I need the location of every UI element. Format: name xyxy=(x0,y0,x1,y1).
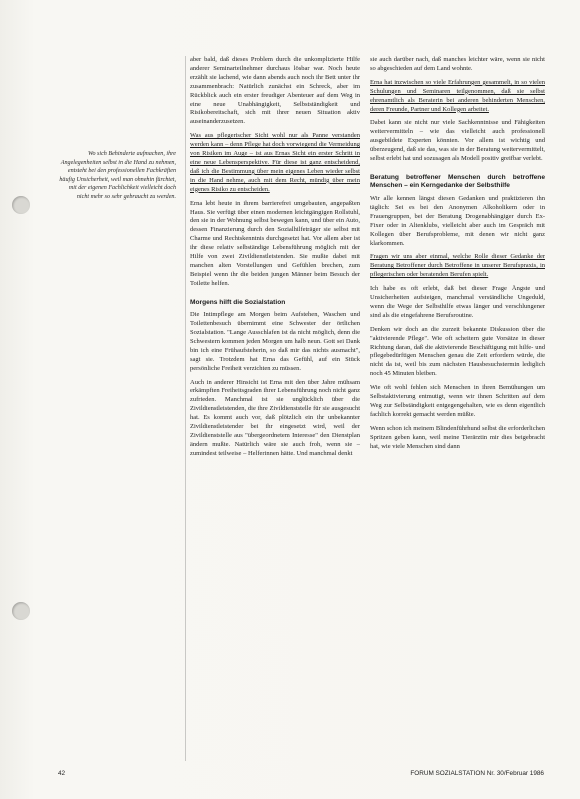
paragraph: Auch in anderer Hinsicht ist Erna mit den über Jahre mühsam erkämpften Freiheitsgraden ihrer Lebensführung noch nicht ganz zufrieden. Manchmal ist sie unglücklich über die Zivildienstleistenden, die ihre Zivildienststelle für sie ausgesucht hat. Es kommt auch vor, daß plötzlich ein ihr unbekannter Zivildienstleistender bei ihr eingesetzt wird, weil der Zivildienststelle aus "übergeordnetem Interesse" den Dienstplan ändern mußte. Natürlich wäre sie auch froh, wenn sie – zumindest teilweise – Helferinnen hätte. Und manchmal denkt xyxy=(190,378,360,457)
punch-hole-top xyxy=(12,196,30,214)
paragraph: Wie oft wohl fehlen sich Menschen in ihren Bemühungen um Selbstaktivierung entmutigt, wenn wir ihnen Schritten auf dem Weg zur Selbständigkeit entgegengehalten, wie es denn eigentlich fachlich korrekt gemacht werden müßte. xyxy=(370,384,545,418)
highlighted-paragraph: Was aus pflegerischer Sicht wohl nur als Panne verstanden werden kann – denn Pflege hat doch vorwiegend die Vermeidung von Risiken im Auge – ist aus Ernas Sicht ein erster Schritt in eine neue Lebensperspektive. Für diese ist ganz entscheidend, daß ich die Bestimmung über mein eigenes Leben wieder selbst in die Hand nehme, auch mit dem Recht, mündig über mein eigenes Risiko zu entscheiden. xyxy=(190,132,360,193)
punch-hole-bottom xyxy=(12,602,30,620)
paragraph: aber bald, daß dieses Problem durch die unkomplizierte Hilfe anderer Seminarteilnehmer durchaus lösbar war. Noch heute erzählt sie lachend, wie dann abends auch noch ihr Bett unter ihr zusammenbrach: Natürlich zunächst ein Schreck, aber im Rückblick auch ein erster freudiger Abenteuer auf dem Weg in eine neue Unabhängigkeit, Selbstständigkeit und Risikobereitschaft, sich mit ihrer neuen Situation aktiv auseinanderzusetzen. xyxy=(190,56,360,126)
journal-footer: FORUM SOZIALSTATION Nr. 30/Februar 1986 xyxy=(410,770,544,777)
paragraph: Dabei kann sie nicht nur viele Sachkenntnisse und Fähigkeiten weitervermitteln – wie das vielleicht auch professionell ausgebildete Experten könnten. Vor allem ist wichtig und überzeugend, daß sie das, was sie in der Beratung weitervermittelt, selbst erlebt hat und sozusagen als Modell positiv greifbar verlebt. xyxy=(370,119,545,163)
paragraph: Wenn schon ich meinem Blindenführhund selbst die erforderlichen Spritzen geben kann, weil meine Tierärztin mir dies beigebracht hat, wie viele Menschen sind dann xyxy=(370,424,545,450)
highlighted-paragraph: Erna hat inzwischen so viele Erfahrungen gesammelt, in so vielen Schulungen und Seminaren teilgenommen, daß sie selbst ehrenamtlich als Beraterin bei anderen behinderten Menschen, deren Freunde, Partner und Kollegen arbeitet. xyxy=(370,78,545,113)
paragraph: Denken wir doch an die zurzeit bekannte Diskussion über die "aktivierende Pflege". Wie oft scheitern gute Vorsätze in dieser Richtung daran, daß die aktivierende Beschäftigung mit hilfe- und pflegebedürftigen Menschen genau die Zeit erfordern würde, die nicht da ist, weil bis zum nächsten Hausbesuchstermin lediglich noch 45 Minuten bleiben. xyxy=(370,325,545,378)
paragraph: Ich habe es oft erlebt, daß bei dieser Frage Ängste und Unsicherheiten aufsteigen, manchmal verständliche Ungeduld, wenn die Wege der Selbsthilfe etwas länger und verschlungener sind als die eingefahrene Berufsroutine. xyxy=(370,285,545,319)
paragraph: sie auch darüber nach, daß manches leichter wäre, wenn sie nicht so abgeschieden auf dem Land wohnte. xyxy=(370,56,545,72)
section-heading: Morgens hilft die Sozialstation xyxy=(190,298,286,306)
highlighted-paragraph: Fragen wir uns aber einmal, welche Rolle dieser Gedanke der Beratung Betroffener durch Betroffene in unserer Berufspraxis, in pflegerischen oder beratenden Berufen spielt. xyxy=(370,253,545,279)
section-heading: Beratung betroffener Menschen durch betroffene Menschen – ein Kerngedanke der Selbsthilfe xyxy=(370,173,545,190)
left-column xyxy=(190,56,360,761)
sidebar-quote: Wo sich Behinderte aufmachen, ihre Angelegenheiten selbst in die Hand zu nehmen, entsteht bei den professionellen Fachkräften häufig Unsicherheit, weil man ohnehin fürchtet, mit der eigenen Fachlichkeit vielleicht doch nicht mehr so sehr gebraucht zu werden. xyxy=(59,151,176,200)
paragraph: Die Intimpflege am Morgen beim Aufstehen, Waschen und Toilettenbesuch übernimmt eine Schwester der örtlichen Sozialstation. "Lange Ausschlafen ist da nicht möglich, denn die Schwestern kommen jeden Morgen um halb neun. Gott sei Dank bin ich eine Frühaufsteherin, so daß mir das nichts ausmacht", sagt sie. Trotzdem hat Erna das Gefühl, auf ein Stück persönliche Freiheit verzichten zu müssen. xyxy=(190,311,360,372)
right-column xyxy=(370,56,545,761)
column-divider xyxy=(185,56,186,761)
paragraph: Wir alle kennen längst diesen Gedanken und praktizieren ihn täglich: Sei es bei den Anonymen Alkoholikern oder in Frauengruppen, bei der Beratung Drogenabhängiger durch Ex-Fixer oder in Altenklubs, vielleicht aber auch im Gespräch mit Kollegen über Berufsprobleme, mit denen wir nicht ganz klarkommen. xyxy=(370,194,545,247)
paragraph: Erna lebt heute in ihrem barrierefrei umgebauten, angepaßten Haus. Sie verfügt über einen modernen leichtgängigen Rollstuhl, den sie in der Wohnung selbst bewegen kann, und über ein Auto, dessen Finanzierung durch den Sozialhilfeträger sie selbst mit Charme und Rechtskenntnis durchgesetzt hat. Vor allem aber ist ihr diese relativ selbständige Lebensführung möglich mit der Hilfe von zwei Zivildienstleistenden. Sie mußte dabei mit manchen alten Vorstellungen und Gefühlen brechen, zum Beispiel wenn ihr die beiden jungen Männer beim Besuch der Toilette helfen. xyxy=(190,199,360,287)
page-number: 42 xyxy=(58,770,66,777)
